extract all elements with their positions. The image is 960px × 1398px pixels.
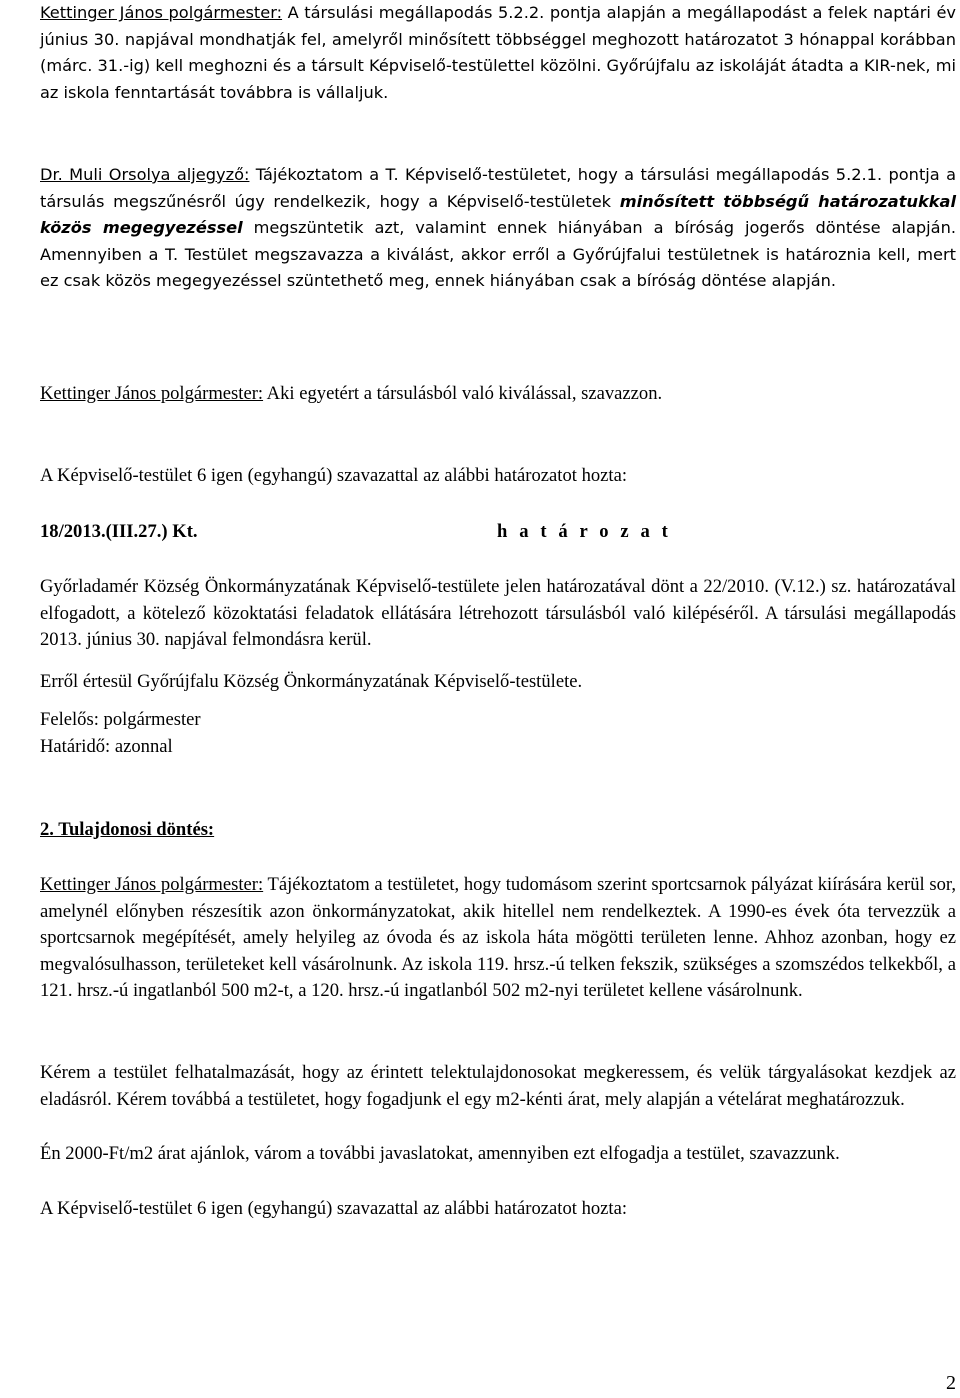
resolution-heading: h a t á r o z a t <box>497 521 672 542</box>
page-number: 2 <box>946 1372 956 1394</box>
resolution-number: 18/2013.(III.27.) Kt. <box>40 521 198 542</box>
resolution-notice: Erről értesül Győrújfalu Község Önkormányzatának Képviselő-testülete. <box>40 671 583 692</box>
speaker-name: Kettinger János polgármester: <box>40 874 264 895</box>
section-paragraph-offer: Én 2000-Ft/m2 árat ajánlok, várom a további javaslatokat, amennyiben ezt elfogadja a testület, szavazzunk. <box>40 1143 840 1164</box>
section-title: 2. Tulajdonosi döntés: <box>40 819 215 840</box>
section-paragraph <box>40 872 956 1005</box>
resolution-deadline: Határidő: azonnal <box>40 736 173 757</box>
paragraph-text: A társulási megállapodás 5.2.2. pontja alapján a megállapodást a felek naptári év június 30. napjával mondhatják fel, amelyről minősített többséggel meghozott határozatot 3 hónappal korábban (márc. 31.-ig) kell meghozni és a társult Képviselő-testülettel közölni. Győrújfalu az iskoláját átadta a KIR-nek, mi az iskola fenntartását továbbra is vállaljuk. <box>40 3 957 102</box>
paragraph-text: Tájékoztatom a T. Képviselő-testületet, hogy a társulási megállapodás 5.2.1. pontja a társulás megszűnésről úgy rendelkezik, hogy a Képviselő-testületek <box>40 165 956 211</box>
section-paragraph-request: Kérem a testület felhatalmazását, hogy az érintett telektulajdonosokat megkeressem, és velük tárgyalásokat kezdjek az eladásról. Kérem továbbá a testületet, hogy fogadjunk el egy m2-kénti árat, mely alapján a vételárat meghatározzuk. <box>40 1062 956 1110</box>
paragraph-notary-info <box>40 162 956 295</box>
speaker-name: Dr. Muli Orsolya aljegyző: <box>40 165 250 184</box>
vote-statement: A Képviselő-testület 6 igen (egyhangú) szavazattal az alábbi határozatot hozta: <box>40 1198 628 1219</box>
vote-statement: A Képviselő-testület 6 igen (egyhangú) szavazattal az alábbi határozatot hozta: <box>40 465 628 486</box>
resolution-responsible: Felelős: polgármester <box>40 709 201 730</box>
speaker-name: Kettinger János polgármester: <box>40 3 283 22</box>
paragraph-mayor-intro <box>40 0 956 106</box>
resolution-body: Győrladamér Község Önkormányzatának Képviselő-testülete jelen határozatával dönt a 22/2010. (V.12.) sz. határozatával elfogadott, a kötelező közoktatási feladatok ellátására létrehozott társulásból való kilépéséről. A társulási megállapodás 2013. június 30. napjával felmondásra kerül. <box>40 576 956 651</box>
paragraph-text: Aki egyetért a társulásból való kiválással, szavazzon. <box>263 383 663 404</box>
speaker-name: Kettinger János polgármester: <box>40 383 264 404</box>
paragraph-text: megszüntetik azt, valamint ennek hiányában a bíróság jogerős döntése alapján. Amennyiben a T. Testület megszavazza a kiválást, akkor erről a Győrújfalui testületnek is határoznia kell, mert ez csak közös megegyezéssel szüntethető meg, ennek hiányában csak a bíróság döntése alapján. <box>40 218 956 291</box>
emphasis-text: minősített többségű határozatukkal közös megegyezéssel <box>40 191 956 238</box>
paragraph-mayor-vote-call <box>40 381 956 408</box>
paragraph-text: Tájékoztatom a testületet, hogy tudomásom szerint sportcsarnok pályázat kiírására kerül sor, amelynél előnyben részesítik azon önkormányzatokat, akik hitellel nem rendelkeztek. A 1990-es évek óta tervezzük a sportcsarnok megépítését, amely helyileg az óvoda és az iskola háta mögötti területen lenne. Ahhoz azonban, hogy ez megvalósulhasson, területeket kell vásárolnunk. Az iskola 119. hrsz.-ú telken fekszik, szükséges a szomszédos telkekből, a 121. hrsz.-ú ingatlanból 500 m2-t, a 120. hrsz.-ú ingatlanból 502 m2-nyi területet kellene vásárolnunk. <box>40 874 956 1002</box>
